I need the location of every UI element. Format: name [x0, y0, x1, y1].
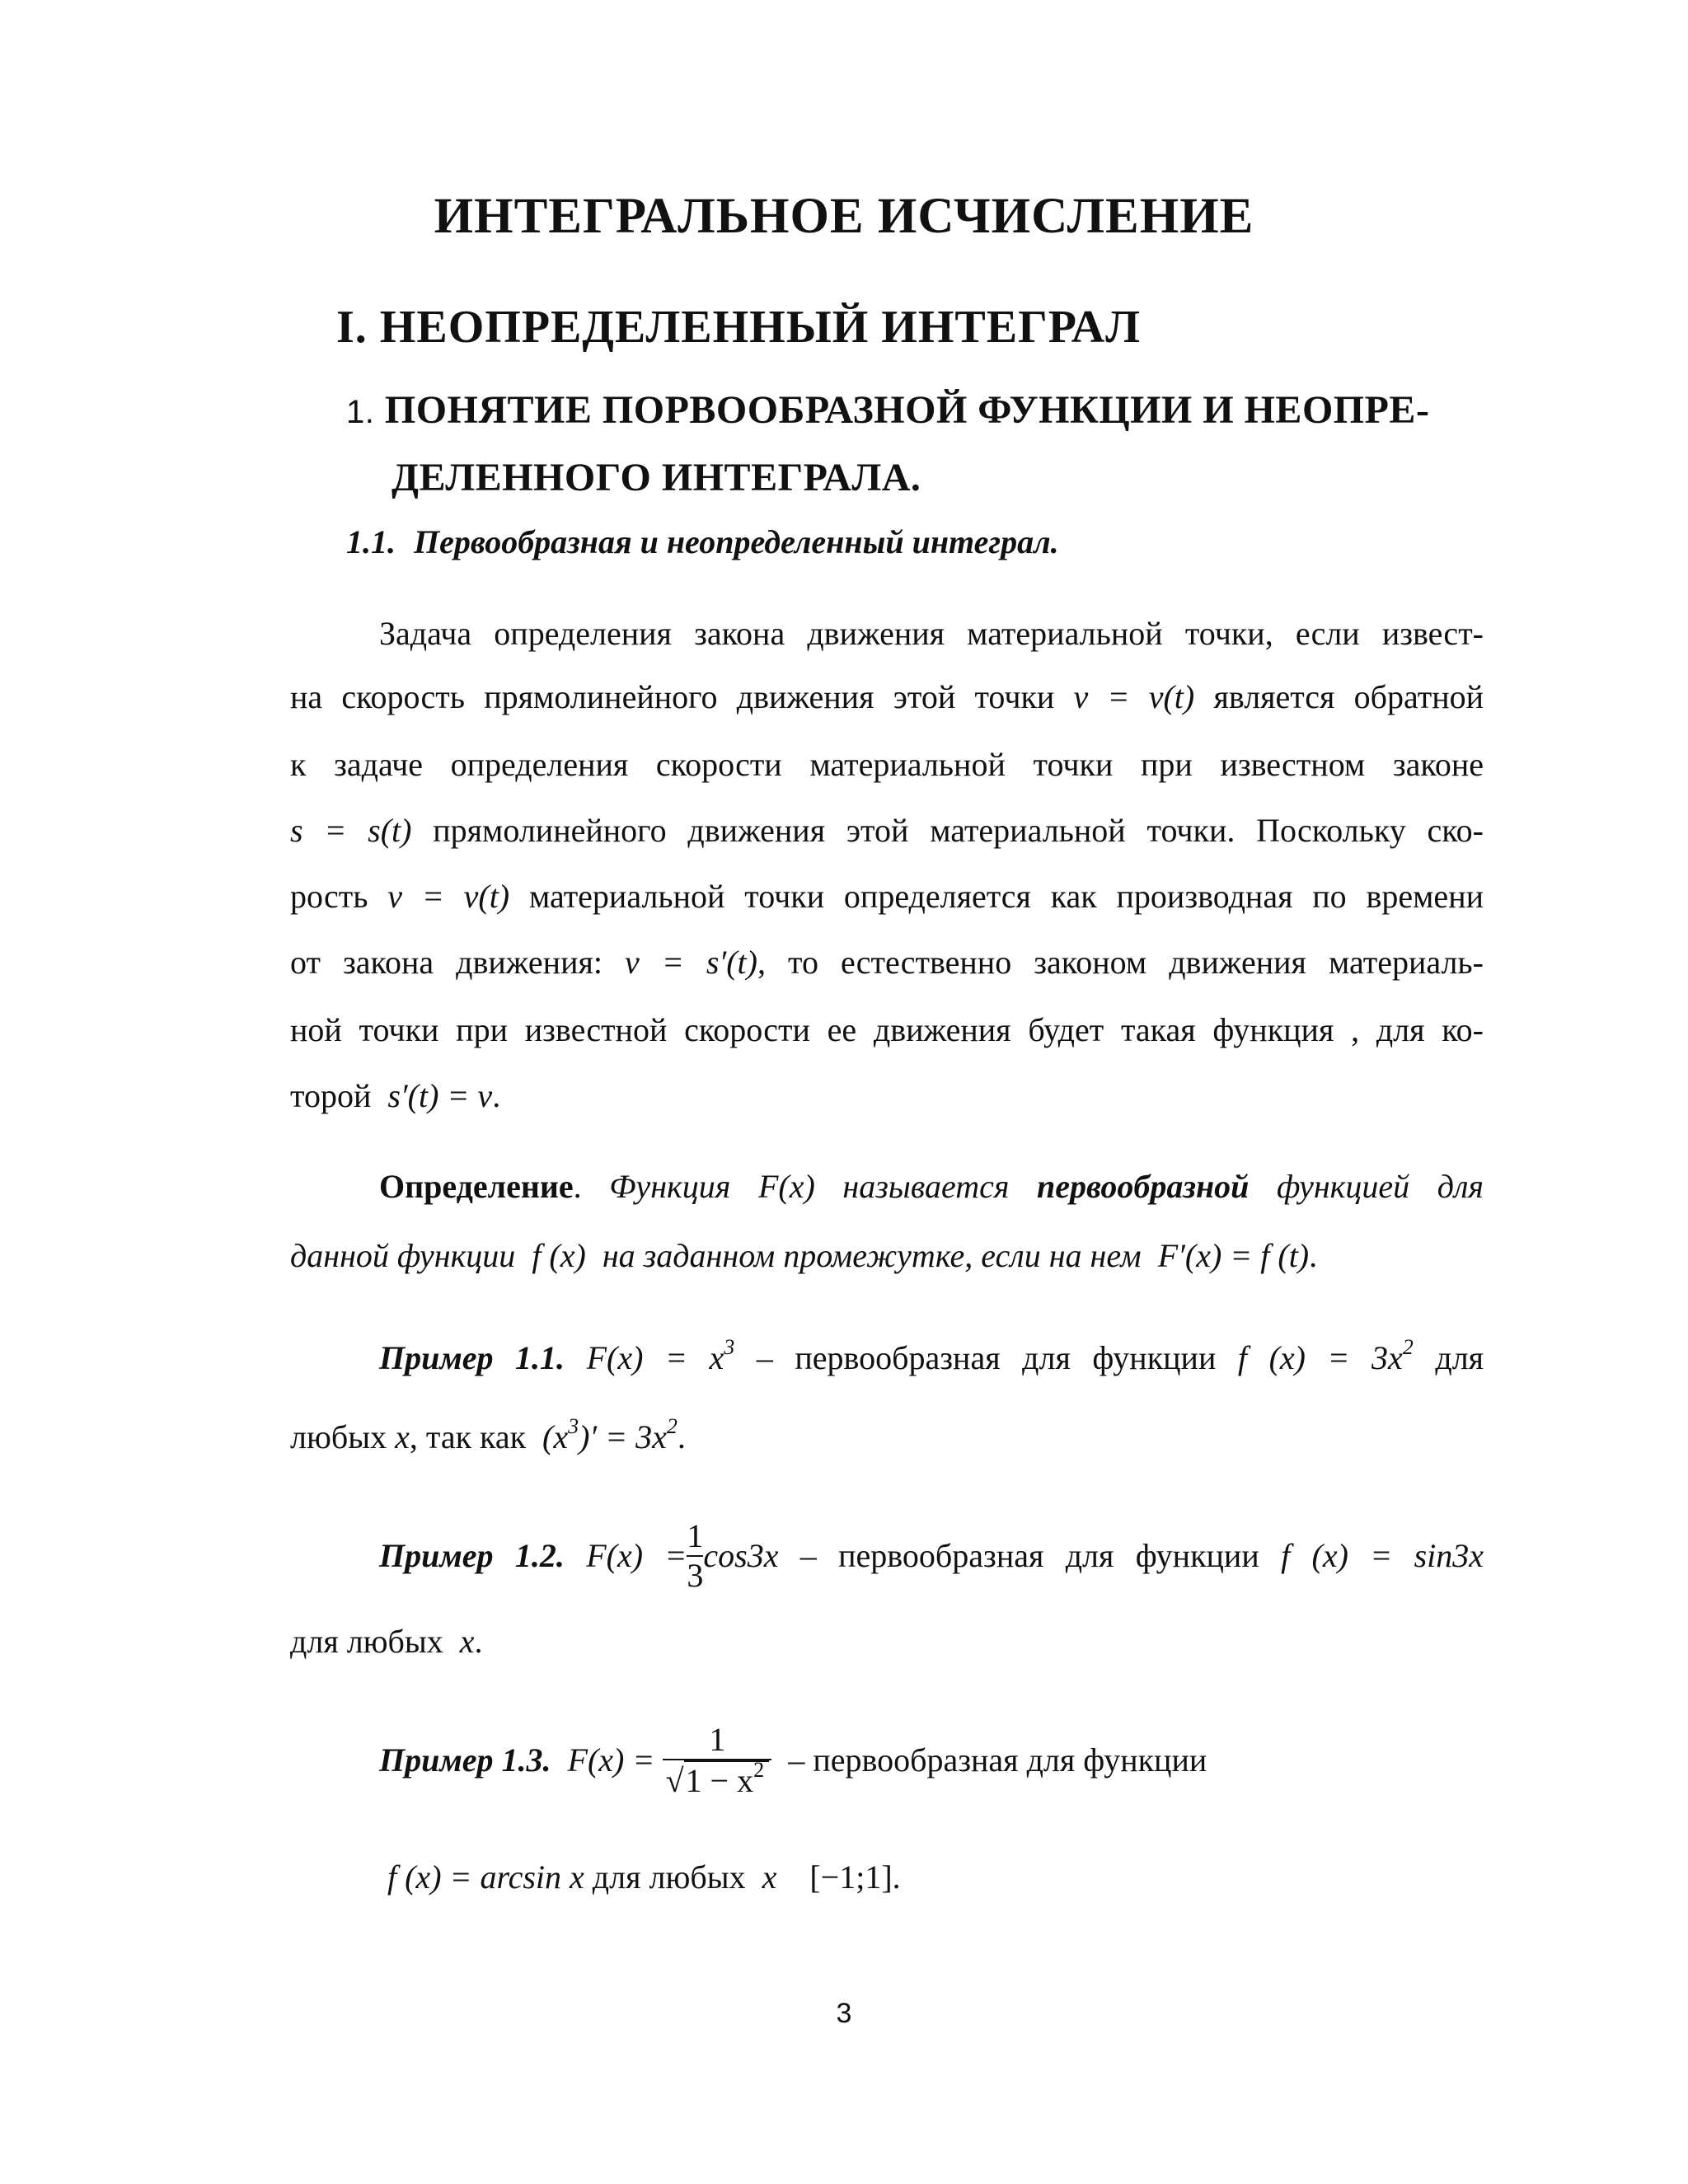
- text-span: .: [677, 1418, 686, 1455]
- math-F: F(x): [757, 1168, 815, 1205]
- text-span: .: [1309, 1237, 1318, 1274]
- paragraph-line-7: ной точки при известной скорости ее движения будет такая функция , для ко-: [290, 1011, 1484, 1048]
- math-f: f (x): [532, 1237, 586, 1274]
- fraction-one-over-root: [663, 1721, 771, 1800]
- text-span: 2: [753, 1757, 765, 1782]
- text-span: для: [1435, 1339, 1484, 1376]
- paragraph-line-1: Задача определения закона движения материальной точки, если извест-: [379, 615, 1484, 652]
- text-span: первообразная для функции: [795, 1339, 1217, 1376]
- text-span: 1 − x: [685, 1761, 754, 1799]
- text-span: функцией для: [1277, 1168, 1484, 1205]
- text-span: 1: [709, 1720, 726, 1758]
- paragraph-line-8: [290, 1076, 1484, 1115]
- text-span: материальной точки определяется как производная по времени: [528, 878, 1484, 915]
- text-span: )′ = 3x: [579, 1418, 667, 1455]
- text-span: F(x) =: [586, 1537, 687, 1574]
- text-span: [663, 1759, 771, 1800]
- text-span: 1: [687, 1516, 704, 1554]
- text-span: от закона движения:: [290, 944, 603, 981]
- text-span: x: [395, 1418, 410, 1455]
- section-heading-line2: ДЕЛЕННОГО ИНТЕГРАЛА.: [392, 456, 921, 499]
- text-span: торой: [290, 1077, 372, 1114]
- text-span: .: [474, 1623, 483, 1660]
- document-title: ИНТЕГРАЛЬНОЕ ИСЧИСЛЕНИЕ: [434, 189, 1254, 244]
- text-span: .: [492, 1077, 501, 1114]
- section-heading-line1: [346, 387, 1429, 433]
- paragraph-line-3: к задаче определения скорости материальной точки при известном законе: [290, 746, 1484, 783]
- text-span: на скорость прямолинейного движения этой точки: [290, 678, 1055, 715]
- definition-line-2: [290, 1236, 1484, 1275]
- text-span: x: [762, 1858, 777, 1896]
- text-span: называется: [842, 1168, 1010, 1205]
- text-span: .: [573, 1168, 582, 1205]
- text-span: , то естественно законом движения материаль-: [757, 944, 1484, 981]
- text-span: f (x) = 3x: [1237, 1339, 1403, 1376]
- text-span: данной функции: [290, 1237, 516, 1274]
- text-span: 3: [568, 1414, 579, 1438]
- text-span: – первообразная для функции: [788, 1741, 1207, 1779]
- math-derivative: v = s′(t): [625, 944, 757, 981]
- text-span: 2: [1402, 1335, 1414, 1359]
- fraction-one-third: [687, 1517, 703, 1595]
- definition-term: первообразной: [1037, 1168, 1250, 1205]
- subsection-number: 1.1.: [346, 523, 396, 560]
- section-title-line1: ПОНЯТИЕ ПОРВООБРАЗНОЙ ФУНКЦИИ И НЕОПРЕ-: [384, 388, 1430, 432]
- math-definition-condition: F′(x) = f (t): [1157, 1237, 1310, 1274]
- example-3-label: Пример 1.3.: [379, 1741, 551, 1779]
- example-1-line-2: [290, 1414, 1484, 1456]
- page-number: 3: [836, 1998, 852, 2029]
- math-example-2-f: f (x) = sin3x: [1281, 1537, 1484, 1574]
- math-example-1-F: [586, 1335, 735, 1376]
- text-span: является обратной: [1213, 678, 1484, 715]
- example-3-line-1: [379, 1721, 1207, 1803]
- sqrt-icon: √: [665, 1761, 684, 1799]
- text-span: для любых: [290, 1623, 443, 1660]
- text-span: x: [459, 1623, 475, 1660]
- example-1-label: Пример 1.1.: [379, 1339, 565, 1376]
- paragraph-line-2: [290, 677, 1484, 716]
- text-span: 2: [666, 1414, 678, 1438]
- subsection-heading: [346, 523, 1059, 561]
- text-span: прямолинейного движения этой материальной точки. Поскольку ско-: [433, 812, 1484, 849]
- example-3-line-2: [387, 1858, 901, 1896]
- part-heading: I. НЕОПРЕДЕЛЕННЫЙ ИНТЕГРАЛ: [336, 302, 1141, 353]
- section-number: 1.: [346, 394, 375, 430]
- text-span: , так как: [409, 1418, 527, 1455]
- text-span: cos3x: [703, 1537, 779, 1574]
- text-span: (x: [542, 1418, 569, 1455]
- paragraph-line-6: [290, 943, 1484, 982]
- text-span: .: [892, 1858, 901, 1896]
- text-span: на заданном промежутке, если на нем: [602, 1237, 1142, 1274]
- math-example-1-f: [1237, 1335, 1414, 1376]
- paragraph-line-5: [290, 877, 1484, 916]
- text-span: Функция: [609, 1168, 731, 1205]
- example-1-line-1: [379, 1335, 1484, 1377]
- math-example-3-f: f (x) = arcsin x: [387, 1858, 584, 1896]
- math-example-2-F: [586, 1516, 779, 1594]
- text-span: –: [756, 1339, 773, 1376]
- text-span: [684, 1757, 770, 1800]
- example-2-line-1: [379, 1516, 1484, 1598]
- definition-label: Определение: [379, 1168, 574, 1205]
- paragraph-line-4: [290, 811, 1484, 850]
- text-span: F(x) =: [567, 1741, 655, 1779]
- math-interval: [−1;1]: [809, 1858, 893, 1896]
- text-span: 3: [687, 1556, 704, 1594]
- math-position: s = s(t): [290, 812, 412, 849]
- math-velocity: v = v(t): [1073, 678, 1195, 715]
- math-example-3-F: [567, 1720, 772, 1799]
- text-span: рость: [290, 878, 368, 915]
- math-example-1-check: [542, 1414, 678, 1455]
- text-span: 3: [724, 1335, 735, 1359]
- definition-line-1: [379, 1167, 1484, 1206]
- subsection-title: Первообразная и неопределенный интеграл.: [414, 523, 1059, 560]
- text-span: для любых: [592, 1858, 746, 1896]
- math-condition: s′(t) = v: [387, 1077, 493, 1114]
- text-span: – первообразная для функции: [799, 1537, 1259, 1574]
- text-span: F(x) = x: [586, 1339, 724, 1376]
- example-2-line-2: [290, 1622, 1484, 1661]
- example-2-label: Пример 1.2.: [379, 1537, 565, 1574]
- text-span: любых: [290, 1418, 387, 1455]
- math-velocity-2: v = v(t): [387, 878, 510, 915]
